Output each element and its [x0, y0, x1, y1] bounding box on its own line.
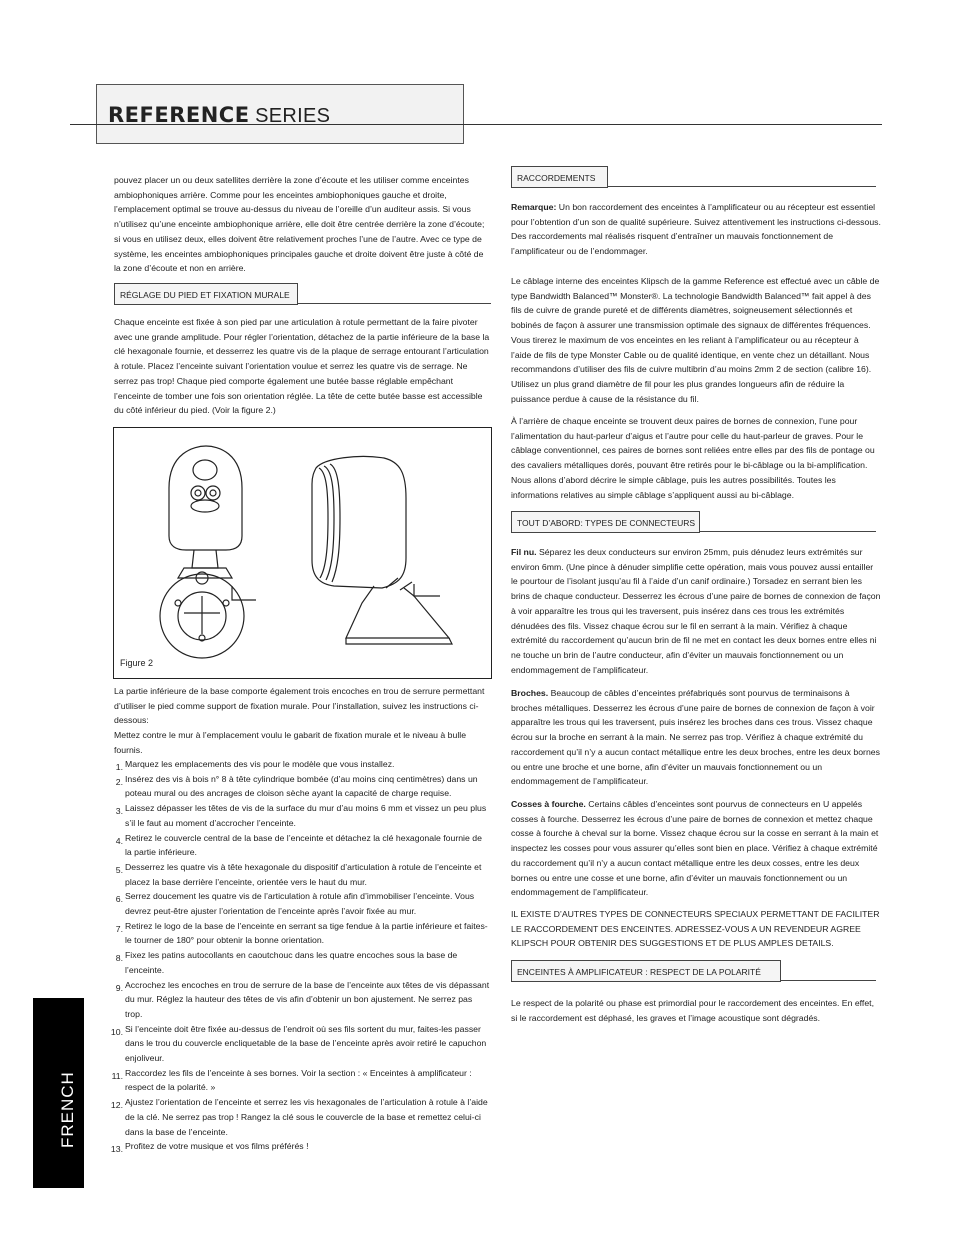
cosses-paragraph: [511, 797, 881, 900]
list-item: 4. Retirez le couvercle central de la base de l’enceinte et détachez la clé hexagonale fournie de la partie inférieure.: [115, 832, 482, 858]
figure-caption: Figure 2: [120, 658, 154, 668]
section-header-raccordements: [511, 166, 876, 188]
remarque-lead: Remarque:: [511, 202, 557, 212]
series-title: [108, 103, 330, 128]
polarite-paragraph: Le respect de la polarité ou phase est primordial pour le raccordement des enceintes. En effet, si le raccordement est déphasé, les graves et l’image acoustique sont dégradés.: [511, 998, 874, 1023]
cablage-paragraph: Le câblage interne des enceintes Klipsch de la gamme Reference est effectué avec un câble de type Bandwidth Balanced™ Monster®. La technologie Bandwidth Balanced™ fait appel à des fils de cuivre de grande pureté et de différents diamètres, soigneusement sélectionnés et bobinés de façon à assurer une transmission optimale des signaux de différentes fréquences. Vous tirerez le maximum de vos enceintes en les reliant à l’amplificateur ou au récepteur à l’aide de fils de type Monster Cable ou de qualité identique, en vente chez un détaillant. Nous recommandons d’utiliser des fils de cuivre multibrin d’au moins 2mm 2 de section (calibre 16). Utilisez un plus grand diamètre de fil pour les plus grandes longueurs afin de réduire la puissance perdue à cause de la résistance du fil.: [511, 276, 880, 404]
wall-mount-intro-2: Mettez contre le mur à l’emplacement voulu le gabarit de fixation murale et le niveau à bulle fournis.: [114, 730, 467, 755]
section-title: ENCEINTES À AMPLIFICATEUR : RESPECT DE LA POLARITÉ: [517, 967, 761, 977]
series-title-bold: REFERENCE: [108, 103, 250, 127]
fil-nu-text: Séparez les deux conducteurs sur environ 25mm, puis dénudez leurs extrémités sur environ 6mm. (Une pince à dénuder simplifie cette opération, mais vous pouvez aussi entailler le pourtour de l’isolant jusqu’au fil à l’aide d’un canif ordinaire.) Torsadez en serrant bien les brins de chaque conducteur. Desserrez les écrous d’une paire de bornes de connexion de façon à voir apparaître les trous qui les traversent, puis insérez dans ces trous les extrémités dénudées des fils. Vissez chaque écrou sur le fil en serrant à la main. Vérifiez à chaque extrémité du raccordement qu’aucun brin de fil ne met en contact les deux bornes entre elles ni ne touche un brin de l’autre conducteur, afin d’éviter un mauvais fonctionnement ou un endommagement de l’amplificateur.: [511, 547, 881, 675]
list-item: 1. Marquez les emplacements des vis pour le modèle que vous installez.: [115, 759, 395, 772]
remarque-text: Un bon raccordement des enceintes à l’amplificateur ou au récepteur est essentiel pour l’obtention d’un son de qualité supérieure. Suivez attentivement les instructions ci-dessous. Des raccordements mal réalisés risquent d’entraîner un mauvais fonctionnement de l’amplificateur ou de l’endommager.: [511, 202, 881, 257]
section-title: RÉGLAGE DU PIED ET FIXATION MURALE: [120, 290, 290, 300]
list-item: 6. Serrez doucement les quatre vis de l’articulation à rotule afin d’immobiliser l’enceinte. Vous devrez peut-être ajuster l’orientation de l’enceinte après l’avoir fixée au mur.: [115, 891, 475, 917]
section-header-polarite: [511, 960, 876, 982]
list-item: 12. Ajustez l’orientation de l’enceinte et serrez les vis hexagonales de l’articulation à rotule à l’aide de la clé. Ne serrez pas trop ! Rangez la clé sous le couvercle de la base et remettez celui-ci dans la base de l’enceinte.: [110, 1097, 488, 1137]
wall-mount-intro: La partie inférieure de la base comporte également trois encoches en trou de serrure permettant d’utiliser le pied comme support de fixation murale. Pour l’installation, suivez les instructions ci-dessous:: [114, 686, 485, 726]
list-item: 7. Retirez le logo de la base de l’enceinte en serrant sa tige fendue à la partie inférieure et faites-le tourner de 180° pour obtenir la bonne orientation.: [115, 920, 488, 946]
figure-2: [113, 427, 492, 679]
arriere-paragraph: À l’arrière de chaque enceinte se trouvent deux paires de bornes de connexion, l’une pour l’alimentation du haut-parleur d’aigus et l’autre pour celle du haut-parleur de graves. Pour le câblage conventionnel, ces paires de bornes sont reliées entre elles par des fils de pontage ou des cavaliers métalliques dorés, pouvant être retirés pour le bi-câblage ou la bi-amplification. Nous allons d’abord décrire le simple câblage, puis les autres possibilités. Toutes les informations relatives au simple câblage s’appliquent aussi au bi-câblage.: [511, 416, 875, 500]
list-item: 8. Fixez les patins autocollants en caoutchouc dans les quatre encoches sous la base de l’enceinte.: [115, 950, 458, 975]
broches-paragraph: [511, 686, 881, 789]
language-tab-label: FRENCH: [58, 1071, 77, 1148]
list-item: 3. Laissez dépasser les têtes de vis de la surface du mur d’au moins 6 mm et vissez un peu plus s’il le faut au moment d’accrocher l’enceinte.: [115, 803, 487, 828]
series-title-light: SERIES: [255, 105, 331, 127]
caps-paragraph: IL EXISTE D’AUTRES TYPES DE CONNECTEURS SPECIAUX PERMETTANT DE FACILITER LE RACCORDEMENT DES ENCEINTES. ADRESSEZ-VOUS A UN REVENDEUR AGREE KLIPSCH POUR OBTENIR DES SUGGESTIONS ET DE PLUS AMPLES DETAILS.: [511, 909, 880, 949]
fil-nu-lead: Fil nu.: [511, 547, 537, 557]
broches-lead: Broches.: [511, 688, 549, 698]
list-item: 11. Raccordez les fils de l’enceinte à ses bornes. Voir la section : « Enceintes à amplificateur : respect de la polarité. »: [111, 1067, 472, 1093]
installation-steps: [110, 757, 491, 1155]
list-item: 10. Si l’enceinte doit être fixée au-dessus de l’endroit où ses fils sortent du mur, faites-les passer dans le trou du couvercle encliquetable de la base de l’enceinte après avoir retiré le capuchon enjoliveur.: [110, 1023, 487, 1064]
remarque-paragraph: [511, 200, 881, 259]
section-title: TOUT D’ABORD: TYPES DE CONNECTEURS: [517, 518, 696, 528]
list-item: 2. Insérez des vis à bois n° 8 à tête cylindrique bombée (d’au moins cinq centimètres) dans un poteau mural ou des ancrages de cloison sèche ayant la capacité de charge requise.: [115, 773, 478, 799]
list-item: 5. Desserrez les quatre vis à tête hexagonale du dispositif d’articulation à rotule de l’enceinte et placez la base derrière l’enceinte, orientée vers le haut du mur.: [115, 861, 482, 887]
fil-nu-paragraph: [511, 545, 881, 677]
section-header-types: [511, 511, 876, 533]
section-header-pied: [114, 283, 491, 305]
stand-illustration: [114, 428, 490, 677]
intro-paragraph: pouvez placer un ou deux satellites derrière la zone d’écoute et les utiliser comme enceintes ambiophoniques arrière. Comme pour les enceintes ambiophoniques gauche et droite, l’emplacement optimal se trouve au-dessus du niveau de l’oreille d’un auditeur assis. Si vous n’utilisez qu’une enceinte ambiophonique arrière, elle doit être centrée derrière la zone d’écoute; si vous en utilisez deux, elles doivent être relativement proches l’une de l’autre. Avec ce type de système, les enceintes ambiophoniques principales gauche et droite doivent être juste à côté de la zone d’écoute et non en arrière.: [114, 175, 485, 274]
list-item: 13. Profitez de votre musique et vos films préférés !: [110, 1141, 309, 1155]
cosses-lead: Cosses à fourche.: [511, 799, 586, 809]
pied-paragraph: Chaque enceinte est fixée à son pied par une articulation à rotule permettant de la faire pivoter avec une grande amplitude. Pour régler l’orientation, détachez de la partie inférieure de la base la clé hexagonale fournie, et desserrez les quatre vis de la plaque de serrage entourant l’articulation à rotule. Placez l’enceinte suivant l’orientation voulue et serrez les quatre vis de serrage. Ne serrez pas trop! Chaque pied comporte également une butée basse réglable empêchant l’enceinte de tomber une fois son orientation réglée. La tête de cette butée basse est accessible du côté inférieur du pied. (Voir la figure 2.): [114, 317, 490, 416]
list-item: 9. Accrochez les encoches en trou de serrure de la base de l’enceinte aux têtes de vis dépassant du mur. Réglez la hauteur des têtes de vis afin d’obtenir un bon ajustement. Ne serrez pas trop.: [115, 979, 490, 1019]
broches-text: Beaucoup de câbles d’enceintes préfabriqués sont pourvus de terminaisons à broches métalliques. Desserrez les écrous d’une paire de bornes de connexion de façon à voir apparaître les trous qui les traversent, puis insérez les broches dans ces trous. Vissez chaque écrou sur la broche en serrant à la main. Ne serrez pas trop. Vérifiez à chaque extrémité du raccordement qu’il n’y a aucun contact métallique entre les deux broches, entre les deux bornes ou entre une broche et une borne, afin d’éviter un mauvais fonctionnement ou un endommagement de l’amplificateur.: [511, 688, 880, 787]
cosses-text: Certains câbles d’enceintes sont pourvus de connecteurs en U appelés cosses à fourche. Desserrez les écrous d’une paire de bornes de connexion et mettez chaque cosse à fourche à cheval sur la borne. Vissez chaque écrou sur la cosse en serrant à la main et inspectez les cosses pour vous assurer qu’elles sont bien en place. Vérifiez à chaque extrémité du raccordement qu’il n’y a aucun contact métallique entre les deux cosses, entre les deux bornes ou entre une cosse et une borne, afin d’éviter un mauvais fonctionnement ou un endommagement de l’amplificateur.: [511, 799, 879, 898]
language-tab: [33, 998, 84, 1188]
section-title: RACCORDEMENTS: [517, 173, 596, 183]
